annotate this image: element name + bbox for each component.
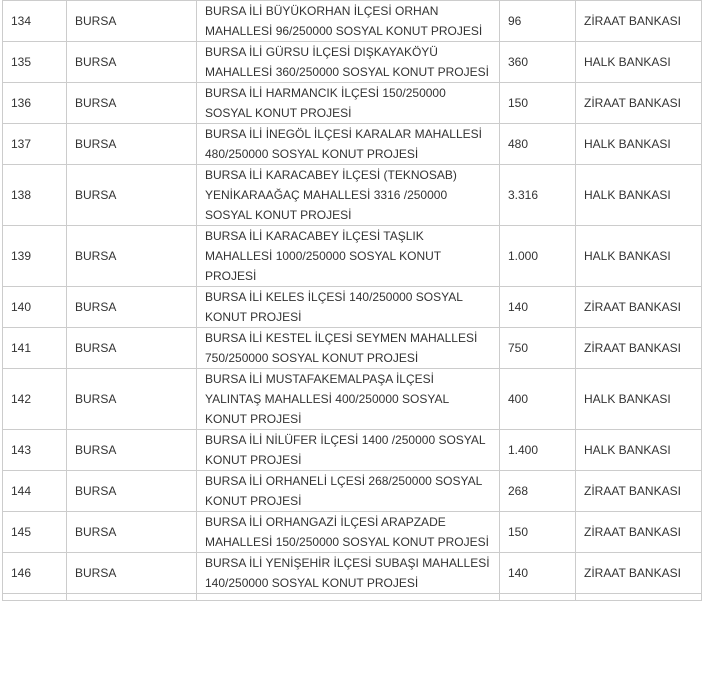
table-row	[3, 328, 702, 369]
unit-count-cell: 140	[500, 553, 576, 594]
row-number	[3, 594, 67, 601]
row-number: 144	[3, 471, 67, 512]
row-number: 136	[3, 83, 67, 124]
bank-cell: ZİRAAT BANKASI	[576, 1, 702, 42]
city-cell: BURSA	[67, 512, 197, 553]
city-cell: BURSA	[67, 471, 197, 512]
unit-count-cell: 268	[500, 471, 576, 512]
bank-cell: ZİRAAT BANKASI	[576, 328, 702, 369]
table-row	[3, 430, 702, 471]
unit-count-cell: 480	[500, 124, 576, 165]
row-number: 137	[3, 124, 67, 165]
row-number: 141	[3, 328, 67, 369]
bank-cell: HALK BANKASI	[576, 369, 702, 430]
bank-cell: ZİRAAT BANKASI	[576, 471, 702, 512]
bank-cell: ZİRAAT BANKASI	[576, 287, 702, 328]
city-cell: BURSA	[67, 124, 197, 165]
project-name-cell: BURSA İLİ NİLÜFER İLÇESİ 1400 /250000 SOSYAL KONUT PROJESİ	[197, 430, 500, 471]
bank-cell: ZİRAAT BANKASI	[576, 512, 702, 553]
bank-cell: HALK BANKASI	[576, 165, 702, 226]
city-cell: BURSA	[67, 226, 197, 287]
unit-count-cell: 150	[500, 512, 576, 553]
unit-count-cell: 150	[500, 83, 576, 124]
row-number: 135	[3, 42, 67, 83]
city-cell: BURSA	[67, 165, 197, 226]
row-number: 138	[3, 165, 67, 226]
table-row	[3, 553, 702, 594]
project-name-cell: BURSA İLİ KELES İLÇESİ 140/250000 SOSYAL KONUT PROJESİ	[197, 287, 500, 328]
table-row	[3, 165, 702, 226]
row-number: 140	[3, 287, 67, 328]
city-cell: BURSA	[67, 369, 197, 430]
project-name-cell: BURSA İLİ YENİŞEHİR İLÇESİ SUBAŞI MAHALLESİ 140/250000 SOSYAL KONUT PROJESİ	[197, 553, 500, 594]
unit-count-cell: 400	[500, 369, 576, 430]
bank-cell: HALK BANKASI	[576, 430, 702, 471]
project-name-cell: BURSA İLİ KARACABEY İLÇESİ TAŞLIK MAHALLESİ 1000/250000 SOSYAL KONUT PROJESİ	[197, 226, 500, 287]
unit-count-cell: 96	[500, 1, 576, 42]
row-number: 143	[3, 430, 67, 471]
city-cell: BURSA	[67, 42, 197, 83]
unit-count-cell: 140	[500, 287, 576, 328]
row-number: 142	[3, 369, 67, 430]
city-cell: BURSA	[67, 1, 197, 42]
project-name-cell	[197, 594, 500, 601]
table-body	[3, 1, 702, 601]
unit-count-cell: 750	[500, 328, 576, 369]
table-row	[3, 369, 702, 430]
unit-count-cell	[500, 594, 576, 601]
table-row	[3, 287, 702, 328]
city-cell: BURSA	[67, 83, 197, 124]
row-number: 139	[3, 226, 67, 287]
project-name-cell: BURSA İLİ ORHANELİ LÇESİ 268/250000 SOSYAL KONUT PROJESİ	[197, 471, 500, 512]
table-row	[3, 226, 702, 287]
project-name-cell: BURSA İLİ KESTEL İLÇESİ SEYMEN MAHALLESİ 750/250000 SOSYAL KONUT PROJESİ	[197, 328, 500, 369]
bank-cell: HALK BANKASI	[576, 42, 702, 83]
row-number: 145	[3, 512, 67, 553]
unit-count-cell: 1.400	[500, 430, 576, 471]
row-number: 146	[3, 553, 67, 594]
bank-cell: HALK BANKASI	[576, 226, 702, 287]
bank-cell	[576, 594, 702, 601]
unit-count-cell: 360	[500, 42, 576, 83]
table-row	[3, 124, 702, 165]
project-name-cell: BURSA İLİ GÜRSU İLÇESİ DIŞKAYAKÖYÜ MAHALLESİ 360/250000 SOSYAL KONUT PROJESİ	[197, 42, 500, 83]
city-cell: BURSA	[67, 430, 197, 471]
unit-count-cell: 1.000	[500, 226, 576, 287]
city-cell: BURSA	[67, 328, 197, 369]
table-row	[3, 471, 702, 512]
housing-projects-table	[2, 0, 702, 601]
unit-count-cell: 3.316	[500, 165, 576, 226]
bank-cell: HALK BANKASI	[576, 124, 702, 165]
project-name-cell: BURSA İLİ HARMANCIK İLÇESİ 150/250000 SOSYAL KONUT PROJESİ	[197, 83, 500, 124]
project-name-cell: BURSA İLİ BÜYÜKORHAN İLÇESİ ORHAN MAHALLESİ 96/250000 SOSYAL KONUT PROJESİ	[197, 1, 500, 42]
city-cell	[67, 594, 197, 601]
table-row	[3, 42, 702, 83]
project-name-cell: BURSA İLİ İNEGÖL İLÇESİ KARALAR MAHALLESİ 480/250000 SOSYAL KONUT PROJESİ	[197, 124, 500, 165]
project-name-cell: BURSA İLİ ORHANGAZİ İLÇESİ ARAPZADE MAHALLESİ 150/250000 SOSYAL KONUT PROJESİ	[197, 512, 500, 553]
bank-cell: ZİRAAT BANKASI	[576, 553, 702, 594]
table-row	[3, 83, 702, 124]
table-row	[3, 1, 702, 42]
table-row-partial	[3, 594, 702, 601]
project-name-cell: BURSA İLİ MUSTAFAKEMALPAŞA İLÇESİ YALINTAŞ MAHALLESİ 400/250000 SOSYAL KONUT PROJESİ	[197, 369, 500, 430]
city-cell: BURSA	[67, 287, 197, 328]
row-number: 134	[3, 1, 67, 42]
project-name-cell: BURSA İLİ KARACABEY İLÇESİ (TEKNOSAB) YENİKARAAĞAÇ MAHALLESİ 3316 /250000 SOSYAL KONUT PROJESİ	[197, 165, 500, 226]
city-cell: BURSA	[67, 553, 197, 594]
bank-cell: ZİRAAT BANKASI	[576, 83, 702, 124]
table-row	[3, 512, 702, 553]
